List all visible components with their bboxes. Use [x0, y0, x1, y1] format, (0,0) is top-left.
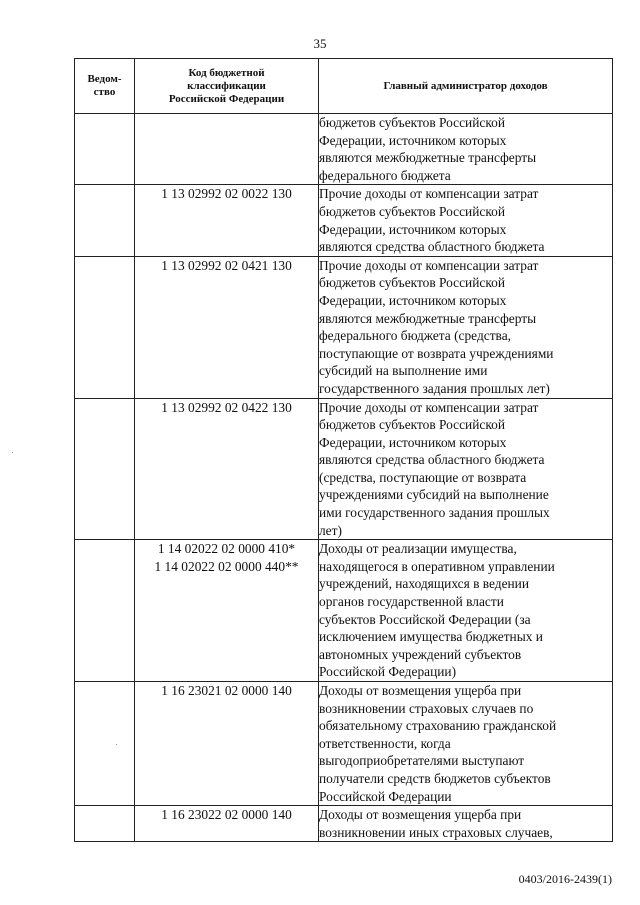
- table-row: [75, 114, 613, 185]
- cell-description: Доходы от реализации имущества, находящегося в оперативном управлении учреждений, находящихся в ведении органов государственной власти субъектов Российской Федерации (за исключением имущества бюджетных и автономных учреждений субъектов Российской Федерации): [319, 540, 613, 682]
- table-row: [75, 398, 613, 540]
- cell-description: бюджетов субъектов Российской Федерации, источником которых являются межбюджетные трансферты федерального бюджета: [319, 114, 613, 185]
- scan-speck: [12, 452, 13, 453]
- table-row: [75, 806, 613, 842]
- cell-code: 1 13 02992 02 0022 130: [135, 185, 319, 256]
- table-row: [75, 185, 613, 256]
- document-id: 0403/2016-2439(1): [518, 872, 612, 886]
- cell-code: 1 16 23021 02 0000 140: [135, 682, 319, 806]
- cell-vedomstvo: [75, 806, 135, 842]
- cell-code: [135, 114, 319, 185]
- table-row: [75, 540, 613, 682]
- page-number: 35: [313, 36, 327, 51]
- cell-vedomstvo: [75, 398, 135, 540]
- budget-classification-table: [74, 58, 613, 842]
- table-row: [75, 682, 613, 806]
- header-main-administrator: Главный администратор доходов: [319, 59, 613, 114]
- cell-description: Прочие доходы от компенсации затрат бюджетов субъектов Российской Федерации, источником которых являются средства областного бюджета (средства, поступающие от возврата учреждениями субсидий на выполнение ими государственного задания прошлых лет): [319, 398, 613, 540]
- cell-code: 1 13 02992 02 0422 130: [135, 398, 319, 540]
- cell-vedomstvo: [75, 256, 135, 398]
- cell-vedomstvo: [75, 185, 135, 256]
- table-header-row: [75, 59, 613, 114]
- cell-vedomstvo: [75, 540, 135, 682]
- cell-code: 1 14 02022 02 0000 410* 1 14 02022 02 0000 440**: [135, 540, 319, 682]
- cell-description: Доходы от возмещения ущерба при возникновении иных страховых случаев,: [319, 806, 613, 842]
- cell-description: Прочие доходы от компенсации затрат бюджетов субъектов Российской Федерации, источником которых являются межбюджетные трансферты федерального бюджета (средства, поступающие от возврата учреждениями субсидий на выполнение ими государственного задания прошлых лет): [319, 256, 613, 398]
- cell-vedomstvo: [75, 114, 135, 185]
- scan-speck: [116, 744, 117, 745]
- cell-code: 1 16 23022 02 0000 140: [135, 806, 319, 842]
- cell-vedomstvo: [75, 682, 135, 806]
- header-budget-code: Код бюджетной классификации Российской Федерации: [135, 59, 319, 114]
- cell-description: Прочие доходы от компенсации затрат бюджетов субъектов Российской Федерации, источником которых являются средства областного бюджета: [319, 185, 613, 256]
- cell-description: Доходы от возмещения ущерба при возникновении страховых случаев по обязательному страхованию гражданской ответственности, когда выгодоприобретателями выступают получатели средств бюджетов субъектов Российской Федерации: [319, 682, 613, 806]
- cell-code: 1 13 02992 02 0421 130: [135, 256, 319, 398]
- table-row: [75, 256, 613, 398]
- header-vedomstvo: Ведом- ство: [75, 59, 135, 114]
